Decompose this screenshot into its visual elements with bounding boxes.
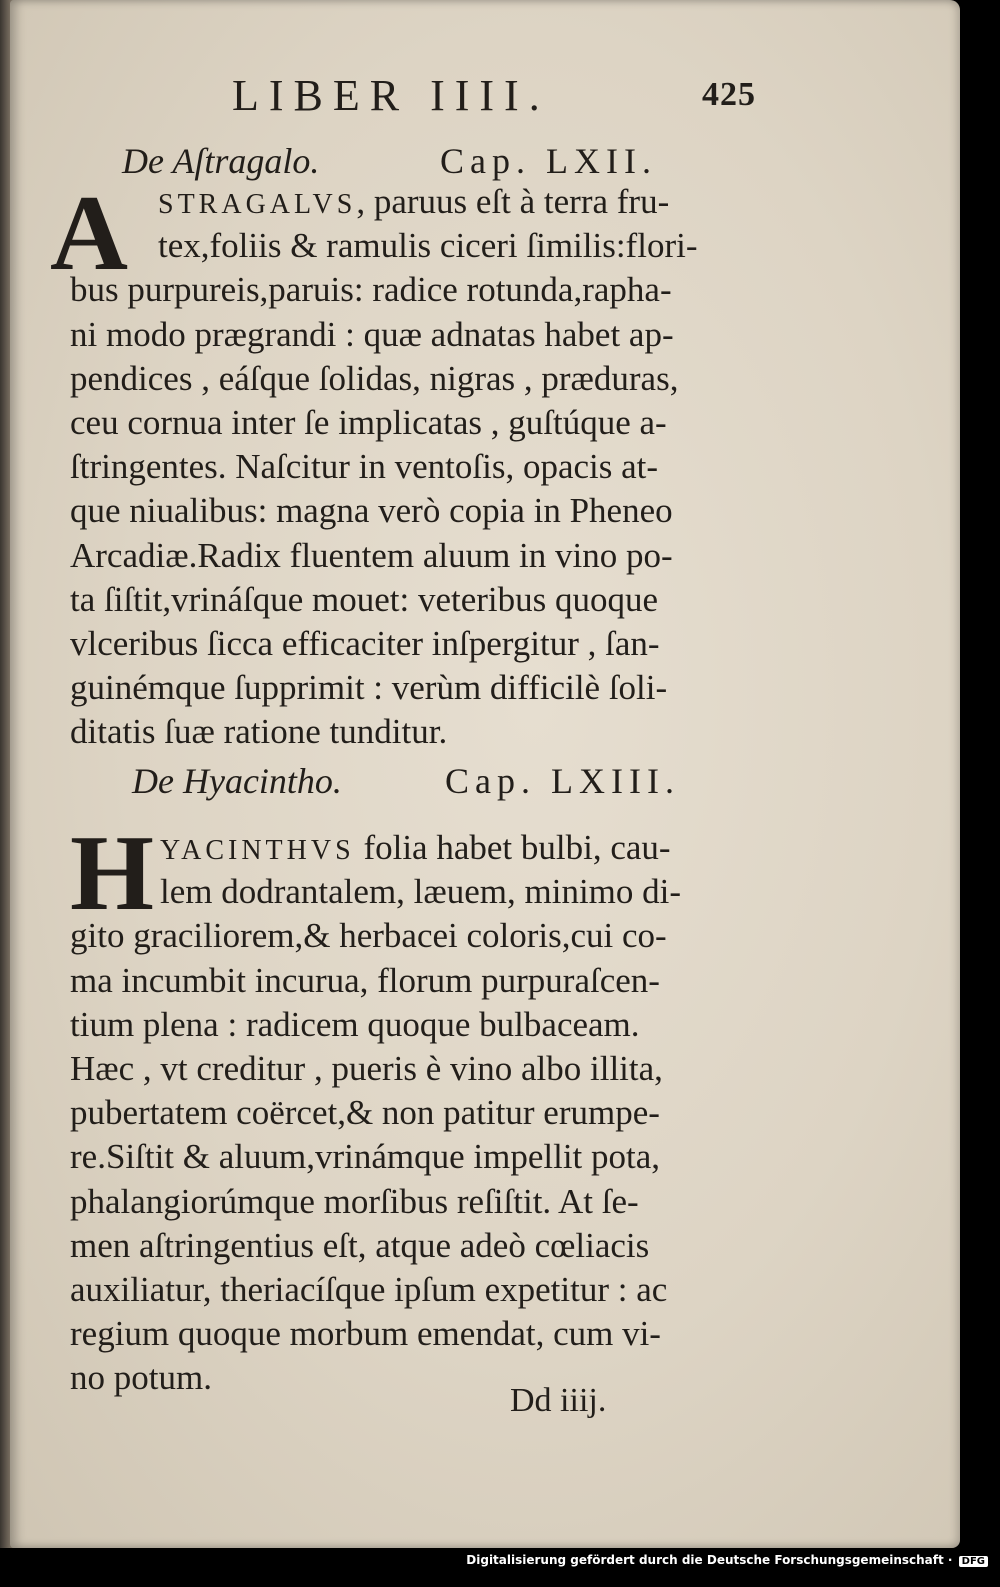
chapter-text xyxy=(70,180,790,754)
text-line: STRAGALVS, paruus eſt à terra fru- xyxy=(158,182,670,221)
text-line: YACINTHVS folia habet bulbi, cau- xyxy=(160,828,671,867)
text-line: ni modo prægrandi : quæ adnatas habet ap- xyxy=(70,314,674,354)
text-line: gito graciliorem,& herbacei coloris,cui co- xyxy=(70,916,667,956)
signature-catchword: Dd iiij. xyxy=(510,1382,607,1419)
chapter-title: De Hyacintho. xyxy=(132,761,342,801)
text-line: Arcadiæ.Radix fluentem aluum in vino po- xyxy=(70,535,673,575)
text-line: pendices , eáſque ſolidas, nigras , præduras, xyxy=(70,358,679,398)
text-line: pubertatem coërcet,& non patitur erumpe- xyxy=(70,1093,660,1133)
text-line: auxiliatur, theriacíſque ipſum expetitur : ac xyxy=(70,1269,668,1309)
chapter-number: Cap. LXIII. xyxy=(445,761,680,801)
text-line: re.Siſtit & aluum,vrinámque impellit pota, xyxy=(70,1137,661,1177)
credit-text: Digitalisierung gefördert durch die Deutsche Forschungsgemeinschaft · xyxy=(466,1553,953,1567)
text-line: guinémque ſupprimit : verùm difficilè ſoli- xyxy=(70,668,668,708)
text-line: ſtringentes. Naſcitur in ventoſis, opacis at- xyxy=(70,447,659,487)
text-line: phalangiorúmque morſibus reſiſtit. At ſe- xyxy=(70,1181,639,1221)
text-line: men aſtringentius eſt, atque adeò cœliacis xyxy=(70,1225,650,1265)
text-line: ditatis ſuæ ratione tunditur. xyxy=(70,712,448,752)
digitization-credit xyxy=(466,1553,988,1567)
book-page xyxy=(10,0,960,1548)
chapter-number: Cap. LXII. xyxy=(440,141,657,181)
text-line: tium plena : radicem quoque bulbaceam. xyxy=(70,1004,640,1044)
small-caps-word: YACINTHVS xyxy=(160,835,355,866)
text-line: Hæc , vt creditur , pueris è vino albo illita, xyxy=(70,1048,663,1088)
text-line: no potum. xyxy=(70,1358,212,1398)
chapter-title: De Aſtragalo. xyxy=(122,141,320,181)
dfg-logo: DFG xyxy=(959,1556,988,1567)
text-line: ma incumbit incurua, florum purpuraſcen- xyxy=(70,960,660,1000)
text-line: tex,foliis & ramulis ciceri ſimilis:flori- xyxy=(158,226,698,266)
text-line: ta ſiſtit,vrináſque mouet: veteribus quoque xyxy=(70,579,659,619)
text-line: bus purpureis,paruis: radice rotunda,rapha- xyxy=(70,270,672,310)
running-head: LIBER IIII. xyxy=(232,71,550,120)
text-line: lem dodrantalem, læuem, minimo di- xyxy=(160,872,682,912)
text-line: que niualibus: magna verò copia in Pheneo xyxy=(70,491,673,531)
page-number: 425 xyxy=(702,76,756,113)
text-line: vlceribus ſicca efficaciter inſpergitur , ſan- xyxy=(70,623,660,663)
text-line: regium quoque morbum emendat, cum vi- xyxy=(70,1314,661,1354)
page-header xyxy=(10,70,960,130)
chapter-heading xyxy=(10,760,960,808)
drop-capital: H xyxy=(70,814,155,933)
drop-capital: A xyxy=(50,174,128,293)
text-line: ceu cornua inter ſe implicatas , guſtúque a- xyxy=(70,402,667,442)
chapter-text xyxy=(70,826,790,1400)
small-caps-word: STRAGALVS xyxy=(158,189,357,220)
